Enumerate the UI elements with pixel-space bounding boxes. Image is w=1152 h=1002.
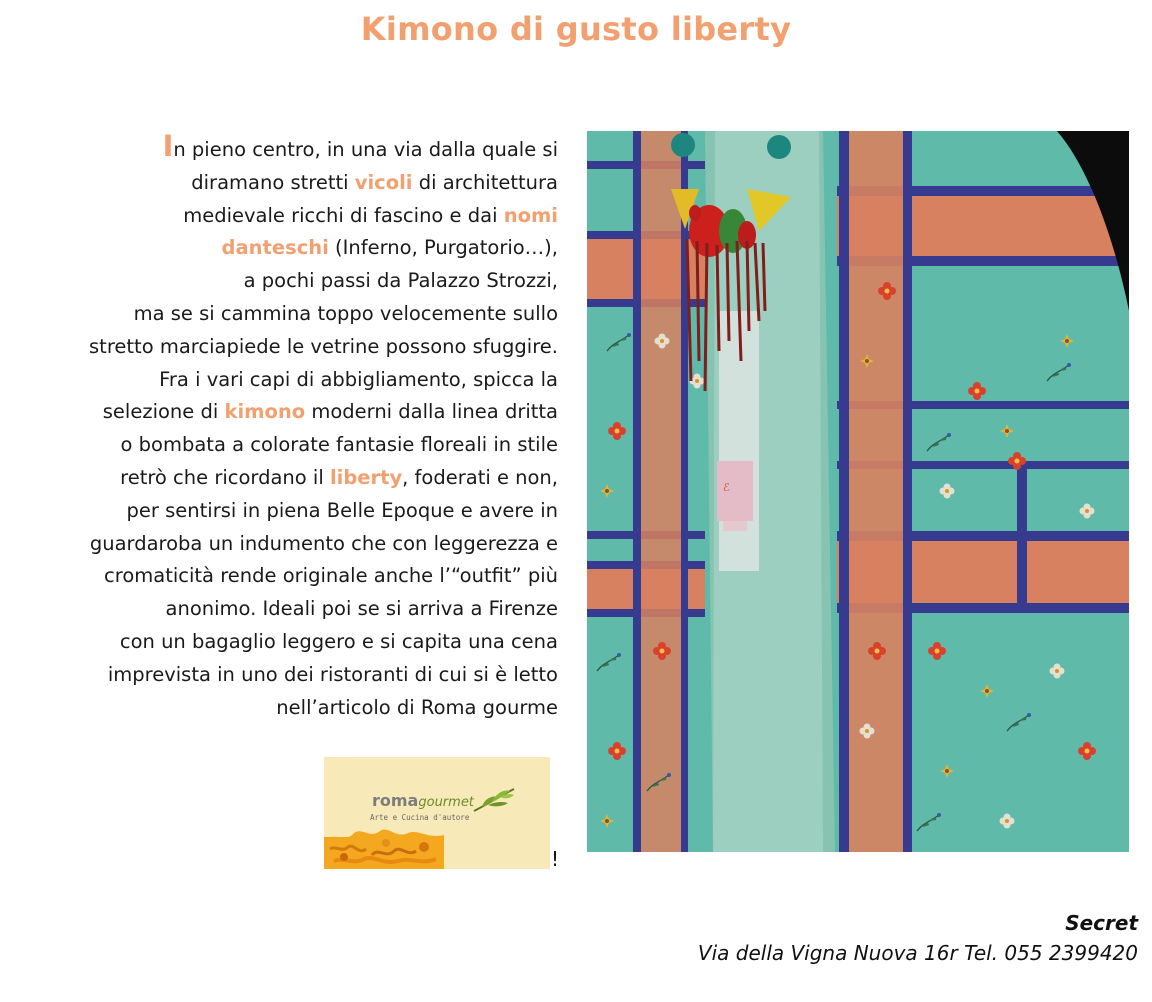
highlight-term: danteschi	[221, 236, 329, 260]
article-title: Kimono di gusto liberty	[360, 10, 792, 48]
roma-gourmet-logo[interactable]	[324, 757, 550, 869]
tag-mark: ℰ	[723, 481, 730, 494]
article-line	[8, 692, 558, 725]
article-line	[8, 200, 558, 233]
article-line	[8, 232, 558, 265]
text-run: ma se si cammina toppo velocemente sullo	[133, 301, 558, 325]
text-run: anonimo. Ideali poi se si arriva a Firenze	[165, 597, 558, 621]
text-run: o bombata a colorate fantasie floreali in stile	[120, 433, 558, 457]
logo-wordmark	[372, 791, 474, 810]
highlight-term: liberty	[329, 465, 403, 489]
logo-brand-gourmet: gourmet	[418, 795, 474, 810]
article-line	[8, 495, 558, 528]
kimono-illustration	[587, 131, 1129, 852]
text-run: , foderati e non,	[402, 465, 558, 489]
article-line	[8, 331, 558, 364]
text-run: selezione di	[102, 400, 225, 424]
text-run: per sentirsi in piena Belle Epoque e avere in	[126, 498, 558, 522]
drop-cap: I	[162, 129, 174, 163]
article-line	[8, 462, 558, 495]
highlight-term: kimono	[224, 400, 306, 424]
text-run: stretto marciapiede le vetrine possono sfuggire.	[89, 334, 558, 358]
trailing-exclamation: !	[551, 847, 560, 871]
text-run: n pieno centro, in una via dalla quale si	[173, 138, 558, 161]
text-run: medievale ricchi di fascino e dai	[183, 203, 504, 227]
article-line	[8, 364, 558, 397]
article-line	[8, 396, 558, 429]
text-run: (Inferno, Purgatorio…),	[328, 236, 558, 260]
text-run: imprevista in uno dei ristoranti di cui si è letto	[107, 662, 558, 686]
article-line	[8, 560, 558, 593]
logo-brand-roma: roma	[372, 791, 419, 810]
article-line	[8, 429, 558, 462]
text-run: con un bagaglio leggero e si capita una cena	[119, 629, 558, 653]
text-run: cromaticità rende originale anche l’“outfit” più	[104, 564, 558, 588]
text-run: guardaroba un indumento che con leggerezza e	[89, 531, 558, 555]
shop-caption	[698, 908, 1138, 968]
article-line	[8, 265, 558, 298]
text-run: di architettura	[412, 170, 558, 194]
text-run: diramano stretti	[191, 170, 355, 194]
herb-icon	[472, 785, 516, 815]
article-line	[8, 167, 558, 200]
text-run: retrò che ricordano il	[120, 465, 330, 489]
article-line	[8, 659, 558, 692]
article-line	[8, 129, 558, 167]
text-run: moderni dalla linea dritta	[305, 400, 558, 424]
logo-tagline: Arte e Cucina d'autore	[370, 813, 470, 822]
article-line	[8, 626, 558, 659]
shop-name: Secret	[1065, 911, 1138, 935]
article-body	[8, 129, 558, 724]
article-line	[8, 298, 558, 331]
text-run: a pochi passi da Palazzo Strozzi,	[243, 269, 558, 293]
kimono-photo	[587, 131, 1129, 852]
article-line	[8, 528, 558, 561]
article-line	[8, 593, 558, 626]
shop-address: Via della Vigna Nuova 16r Tel. 055 2399420	[697, 941, 1138, 965]
highlight-term: vicoli	[354, 170, 413, 194]
text-run: nell’articolo di Roma gourme	[276, 695, 558, 719]
text-run: Fra i vari capi di abbigliamento, spicca la	[159, 367, 558, 391]
highlight-term: nomi	[503, 203, 558, 227]
orange-texture-graphic	[324, 827, 444, 869]
